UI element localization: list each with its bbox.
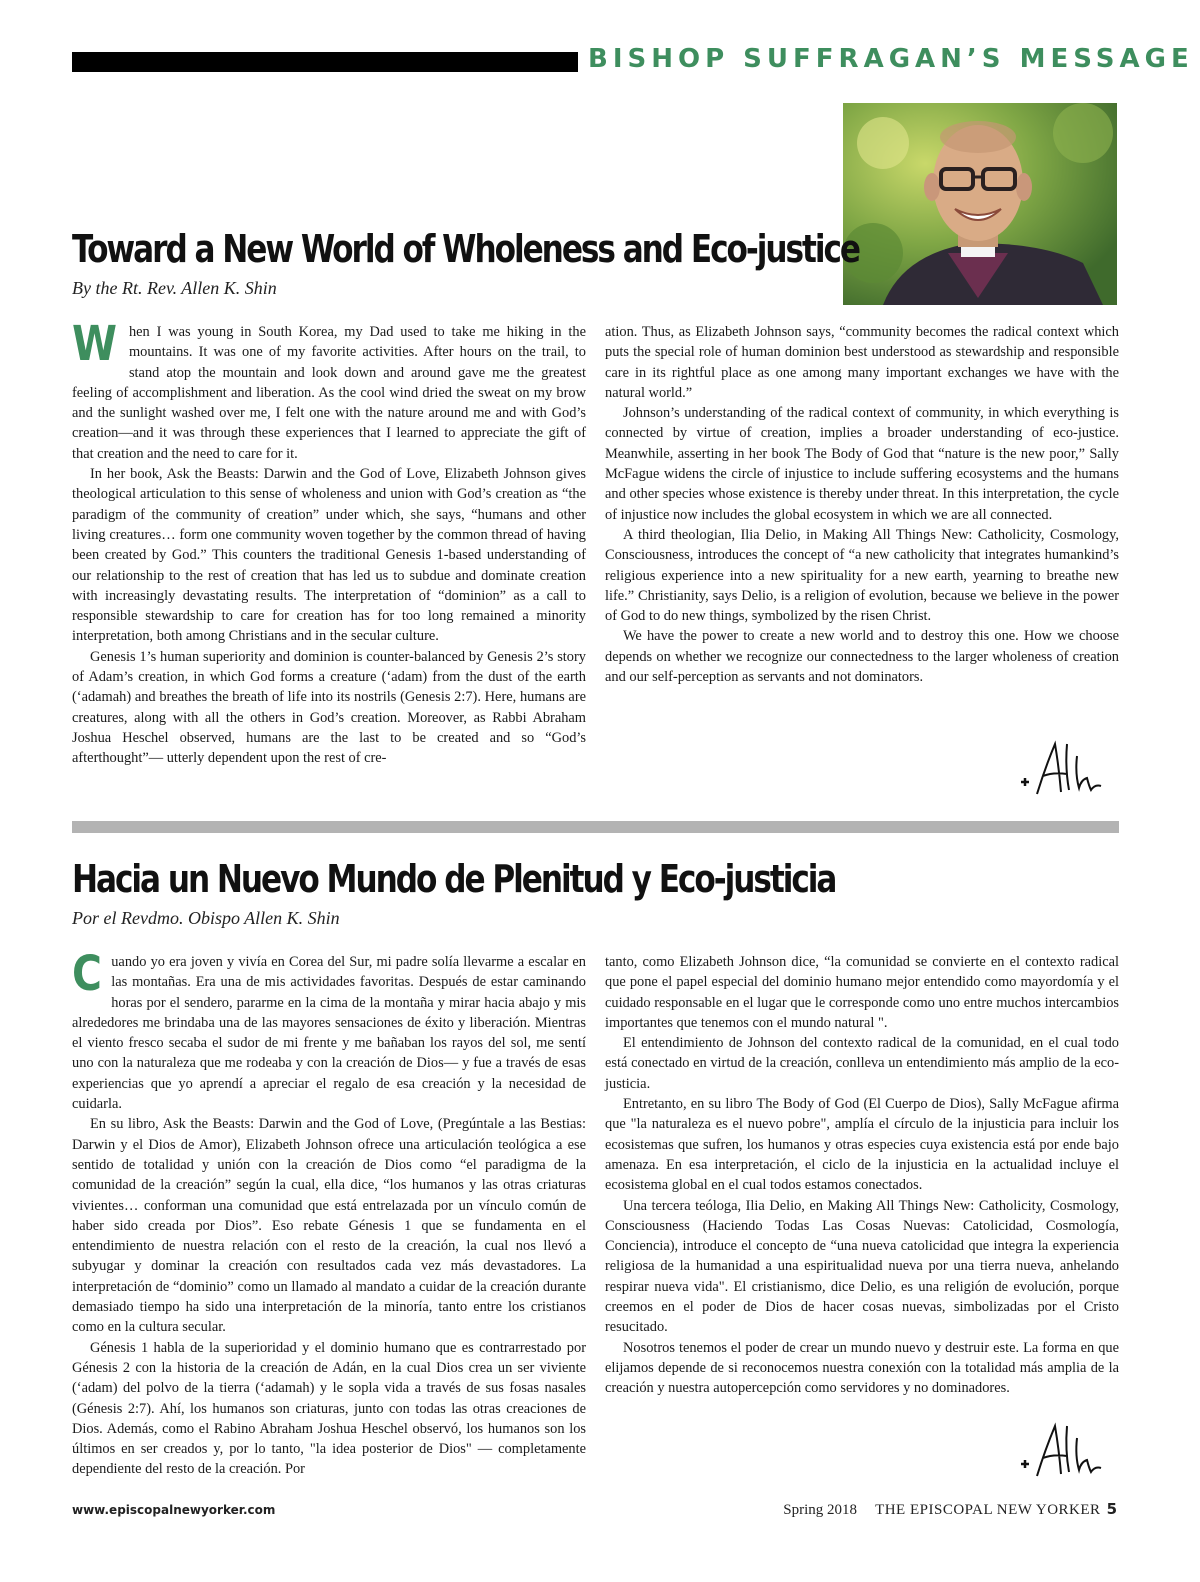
left-column xyxy=(72,946,586,1480)
header-bar xyxy=(72,52,578,72)
footer-publication: THE EPISCOPAL NEW YORKER xyxy=(875,1502,1101,1518)
section-divider xyxy=(72,821,1119,833)
footer-website: www.episcopalnewyorker.com xyxy=(72,1503,276,1517)
page-number: 5 xyxy=(1106,1500,1117,1518)
signature xyxy=(1015,1420,1105,1480)
footer-season: Spring 2018 xyxy=(783,1502,858,1518)
paragraph: A third theologian, Ilia Delio, in Making All Things New: Catholicity, Cosmology, Consciousness, introduces the concept of “a new catholicity that integrates humankind’s religious experience into a new spirituality for a new earth, yearning to breathe new life.” Christianity, says Delio, is a religion of evolution, because we believe in the power of God to do new things, symbolized by the risen Christ. xyxy=(605,526,1119,625)
paragraph: Cuando yo era joven y vivía en Corea del Sur, mi padre solía llevarme a escalar en las montañas. Era una de mis actividades favoritas. Después de estar caminando horas por el sendero, pararme en la cima de la montaña y mirar hacia abajo y mis alrededores me brindaba una de las mayores sensaciones de éxito y liberación. Mientras el viento fresco secaba el sudor de mi frente y me bañaban los rayos del sol, me sentí uno con la naturaleza que me rodeaba y con la creación de Dios— y fue a través de esas experiencias que yo aprendí a apreciar el regalo de esa creación y la necesidad de cuidarla. xyxy=(72,946,586,1113)
right-column xyxy=(605,322,1119,769)
right-column xyxy=(605,952,1119,1480)
paragraph: Entretanto, en su libro The Body of God (El Cuerpo de Dios), Sally McFague afirma que "la naturaleza es el nuevo pobre", amplía el círculo de la injusticia para incluir los ecosistemas que sufren, los humanos y otras especies cuya existencia está por ende bajo amenaza. En esa interpretación, el ciclo de la injusticia en la actualidad incluye el ecosistema global en el cual todos estamos conectados. xyxy=(605,1096,1119,1194)
drop-cap: W xyxy=(72,316,118,372)
footer-info xyxy=(783,1500,1117,1519)
spanish-article xyxy=(72,856,1119,1478)
paragraph: Johnson’s understanding of the radical context of community, in which everything is connected by virtue of creation, implies a broader understanding of eco-justice. Meanwhile, asserting in her book The Body of God that “nature is the new poor,” Sally McFague widens the circle of injustice to include suffering ecosystems and the humans and other species whose existence is thereby under threat. In this interpretation, the cycle of injustice now includes the global ecosystem in which we are all connected. xyxy=(605,405,1119,523)
paragraph: ation. Thus, as Elizabeth Johnson says, “community becomes the radical context which puts the special role of human dominion best understood as stewardship and responsible care in its rightful place as one among many important exchanges we have with the natural world.” xyxy=(605,324,1119,401)
drop-cap: C xyxy=(72,946,102,1002)
paragraph: Nosotros tenemos el poder de crear un mundo nuevo y destruir este. La forma en que elijamos depende de si reconocemos nuestra conexión con la totalidad más amplia de la creación y nuestra autopercepción como servidores y no dominadores. xyxy=(605,1339,1119,1397)
section-label: BISHOP SUFFRAGAN’S MESSAGE xyxy=(588,44,1194,74)
paragraph: Genesis 1’s human superiority and dominion is counter-balanced by Genesis 2’s story of Adam’s creation, in which God forms a creature (‘adam) from the dust of the earth (‘adamah) and breathes the breath of life into its nostrils (Genesis 2:7). Here, humans are creatures, along with all the others in God’s creation. Moreover, as Rabbi Abraham Joshua Heschel observed, humans are the last to be created and so “God’s afterthought”— utterly dependent upon the rest of cre- xyxy=(72,648,586,767)
article-columns xyxy=(72,316,1119,769)
paragraph: We have the power to create a new world and to destroy this one. How we choose depends on whether we recognize our connectedness to the larger wholeness of creation and our self-perception as servants and not dominators. xyxy=(605,628,1119,686)
article-byline: By the Rt. Rev. Allen K. Shin xyxy=(72,278,277,298)
left-column xyxy=(72,316,586,769)
paragraph: Una tercera teóloga, Ilia Delio, en Making All Things New: Catholicity, Cosmology, Consciousness (Haciendo Todas Las Cosas Nuevas: Catolicidad, Cosmología, Conciencia), introduce el concepto de “una nueva catolicidad que integra la experiencia religiosa de la humanidad a una espiritualidad nueva por una tierra nueva, anhelando respirar nueva vida". El cristianismo, dice Delio, es una religión de evolución, porque creemos en el poder de Dios de hacer cosas nuevas, simbolizadas por el Cristo resucitado. xyxy=(605,1197,1119,1336)
paragraph: Génesis 1 habla de la superioridad y el dominio humano que es contrarrestado por Génesis 2 con la historia de la creación de Adán, en la cual Dios crea un ser viviente (‘adam) del polvo de la tierra (‘adamah) y le sopla vida a través de sus fosas nasales (Génesis 2:7). Ahí, los humanos son criaturas, junto con todas las otras creaciones de Dios. Además, como el Rabino Abraham Joshua Heschel observó, los humanos son los últimos en ser creados y, por lo tanto, "la idea posterior de Dios" — completamente dependiente del resto de la creación. Por xyxy=(72,1339,586,1478)
signature xyxy=(1015,738,1105,798)
article-byline: Por el Revdmo. Obispo Allen K. Shin xyxy=(72,908,340,928)
paragraph: In her book, Ask the Beasts: Darwin and the God of Love, Elizabeth Johnson gives theological articulation to this sense of wholeness and union with God’s creation as “the paradigm of the community of creation” under which, she says, “humans and other living creatures… form one community woven together by the common thread of having been created by God.” This counters the traditional Genesis 1-based understanding of our relationship to the rest of creation that has led us to subdue and dominate creation with increasingly devastating results. The interpretation of “dominion” as a call to responsible stewardship to care for creation has for too long remained a minority interpretation, both among Christians and in the secular culture. xyxy=(72,466,586,645)
article-columns xyxy=(72,946,1119,1480)
article-title: Toward a New World of Wholeness and Eco-justice xyxy=(72,227,859,271)
paragraph: When I was young in South Korea, my Dad used to take me hiking in the mountains. It was one of my favorite activities. After hours on the trail, to stand atop the mountain and look down and around gave me the greatest feeling of accomplishment and liberation. As the cool wind dried the sweat on my brow and the sunlight washed over me, I felt one with the nature around me and with God’s creation—and it was through these experiences that I learned to appreciate the gift of that creation and the need to care for it. xyxy=(72,316,586,462)
english-article xyxy=(72,226,1119,767)
paragraph: En su libro, Ask the Beasts: Darwin and the God of Love, (Pregúntale a las Bestias: Darwin y el Dios de Amor), Elizabeth Johnson ofrece una articulación teológica a ese sentido de totalidad y unión con la creación de Dios como “el paradigma de la comunidad de la creación” según la cual, ella dice, “los humanos y las otras criaturas vivientes… conforman una comunidad que está entrelazada por un vínculo común de haber sido creada por Dios”. Eso rebate Génesis 1 que se fundamenta en el entendimiento de nuestra relación con el resto de la creación, la cual nos llevó a subyugar y dominar la creación con resultados cada vez más devastadores. La interpretación de “dominio” como un llamado al mandato a cuidar de la creación durante demasiado tiempo ha sido una interpretación de la minoría, tanto entre los cristianos como en la cultura secular. xyxy=(72,1116,586,1336)
paragraph: tanto, como Elizabeth Johnson dice, “la comunidad se convierte en el contexto radical que pone el papel especial del dominio humano mejor entendido como mayordomía y el cuidado responsable en el lugar que le corresponde como uno entre muchos intercambios importantes que tenemos con el mundo natural ". xyxy=(605,954,1119,1031)
paragraph: El entendimiento de Johnson del contexto radical de la comunidad, en el cual todo está conectado en virtud de la creación, conlleva un entendimiento más amplio de la eco-justicia. xyxy=(605,1035,1119,1092)
article-title: Hacia un Nuevo Mundo de Plenitud y Eco-justicia xyxy=(72,857,836,901)
